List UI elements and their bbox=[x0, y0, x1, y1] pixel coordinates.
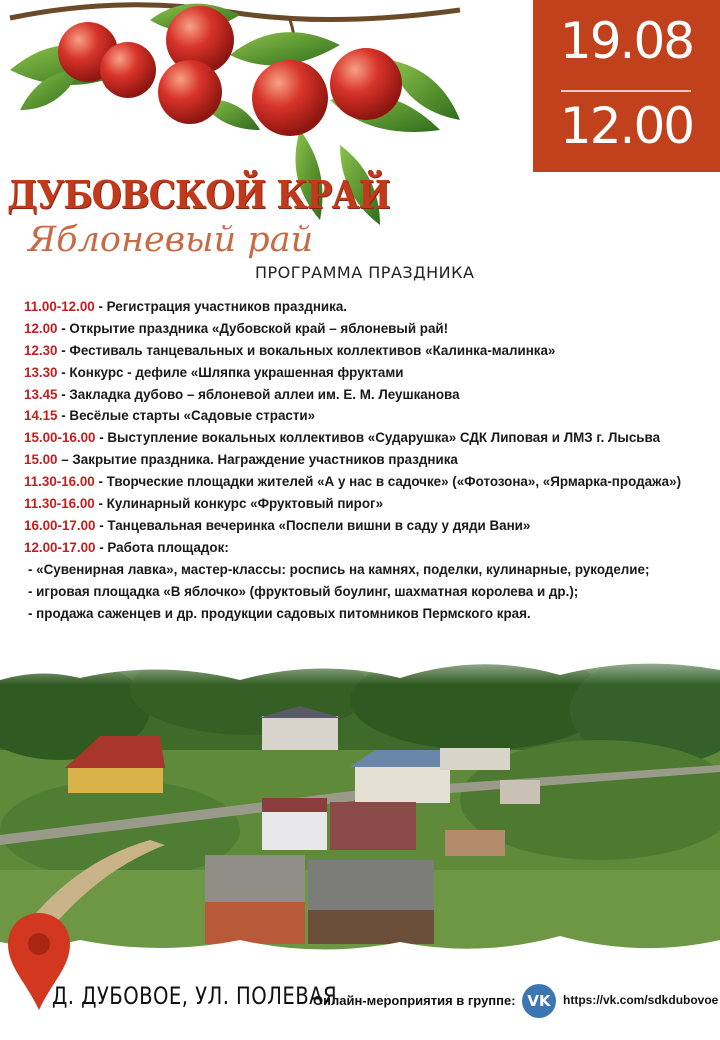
schedule-text: - Творческие площадки жителей «А у нас в садочке» («Фотозона», «Ярмарка-продажа») bbox=[94, 474, 682, 490]
activity-item: - игровая площадка «В яблочко» (фруктовый боулинг, шахматная королева и др.); bbox=[28, 583, 579, 599]
schedule-row bbox=[24, 405, 714, 427]
schedule-text: - Кулинарный конкурс «Фруктовый пирог» bbox=[94, 496, 384, 512]
activity-item: - продажа саженцев и др. продукции садовых питомников Пермского края. bbox=[28, 605, 531, 621]
village-photo bbox=[0, 640, 720, 970]
schedule-text: - Конкурс - дефиле «Шляпка украшенная фруктами bbox=[57, 364, 404, 380]
schedule-text: - Танцевальная вечеринка «Поспели вишни в саду у дяди Вани» bbox=[95, 517, 531, 533]
vk-logo-icon[interactable]: VK bbox=[522, 984, 556, 1018]
schedule-text: - Весёлые старты «Садовые страсти» bbox=[57, 408, 316, 424]
program-heading: ПРОГРАММА ПРАЗДНИКА bbox=[255, 263, 475, 282]
date-divider bbox=[561, 90, 691, 92]
schedule-time: 15.00-16.00 bbox=[24, 430, 96, 446]
schedule-time: 12.00 bbox=[24, 320, 58, 336]
schedule-row bbox=[24, 427, 714, 449]
online-events-text: Онлайн-мероприятия в группе: bbox=[313, 993, 516, 1008]
program-schedule bbox=[24, 296, 714, 625]
schedule-time: 12.30 bbox=[24, 342, 58, 358]
schedule-text: - Регистрация участников праздника. bbox=[94, 299, 348, 314]
schedule-text: - Закладка дубово – яблоневой аллеи им. Е. М. Леушканова bbox=[57, 386, 460, 402]
schedule-text: - Выступление вокальных коллективов «Сударушка» СДК Липовая и ЛМЗ г. Лысьва bbox=[95, 430, 661, 446]
schedule-row bbox=[24, 362, 714, 384]
vk-group-link[interactable]: https://vk.com/sdkdubovoe bbox=[563, 993, 719, 1007]
festival-title: ДУБОВСКОЙ КРАЙ bbox=[7, 172, 390, 217]
schedule-row bbox=[24, 493, 714, 515]
schedule-time: 11.30-16.00 bbox=[24, 496, 95, 512]
activity-item: - «Сувенирная лавка», мастер-классы: роспись на камнях, поделки, кулинарные, рукоделие; bbox=[28, 561, 650, 577]
date-time-block bbox=[533, 0, 720, 172]
schedule-text: - Открытие праздника «Дубовской край – яблоневый рай! bbox=[57, 320, 449, 336]
schedule-row bbox=[24, 537, 714, 559]
schedule-row bbox=[24, 449, 714, 471]
event-date: 19.08 bbox=[559, 12, 694, 70]
event-address: Д. ДУБОВОЕ, УЛ. ПОЛЕВАЯ bbox=[52, 982, 338, 1010]
schedule-text: - Фестиваль танцевальных и вокальных коллективов «Калинка-малинка» bbox=[57, 342, 556, 358]
schedule-row bbox=[24, 471, 714, 493]
schedule-row bbox=[24, 340, 714, 362]
schedule-time: 16.00-17.00 bbox=[24, 517, 96, 533]
schedule-time: 15.00 bbox=[24, 452, 58, 468]
schedule-row bbox=[24, 515, 714, 537]
schedule-text: - Работа площадок: bbox=[95, 539, 229, 555]
schedule-time: 12.00-17.00 bbox=[24, 539, 96, 555]
schedule-text: – Закрытие праздника. Награждение участников праздника bbox=[57, 452, 458, 468]
schedule-row bbox=[24, 384, 714, 406]
event-time: 12.00 bbox=[559, 97, 694, 155]
schedule-time: 13.30 bbox=[24, 364, 58, 380]
schedule-time: 13.45 bbox=[24, 386, 58, 402]
festival-subtitle: Яблоневый рай bbox=[28, 220, 314, 260]
schedule-time: 14.15 bbox=[24, 408, 58, 424]
schedule-time: 11.00-12.00 bbox=[24, 299, 95, 314]
schedule-row bbox=[24, 318, 714, 340]
schedule-row bbox=[24, 296, 714, 318]
schedule-time: 11.30-16.00 bbox=[24, 474, 95, 490]
